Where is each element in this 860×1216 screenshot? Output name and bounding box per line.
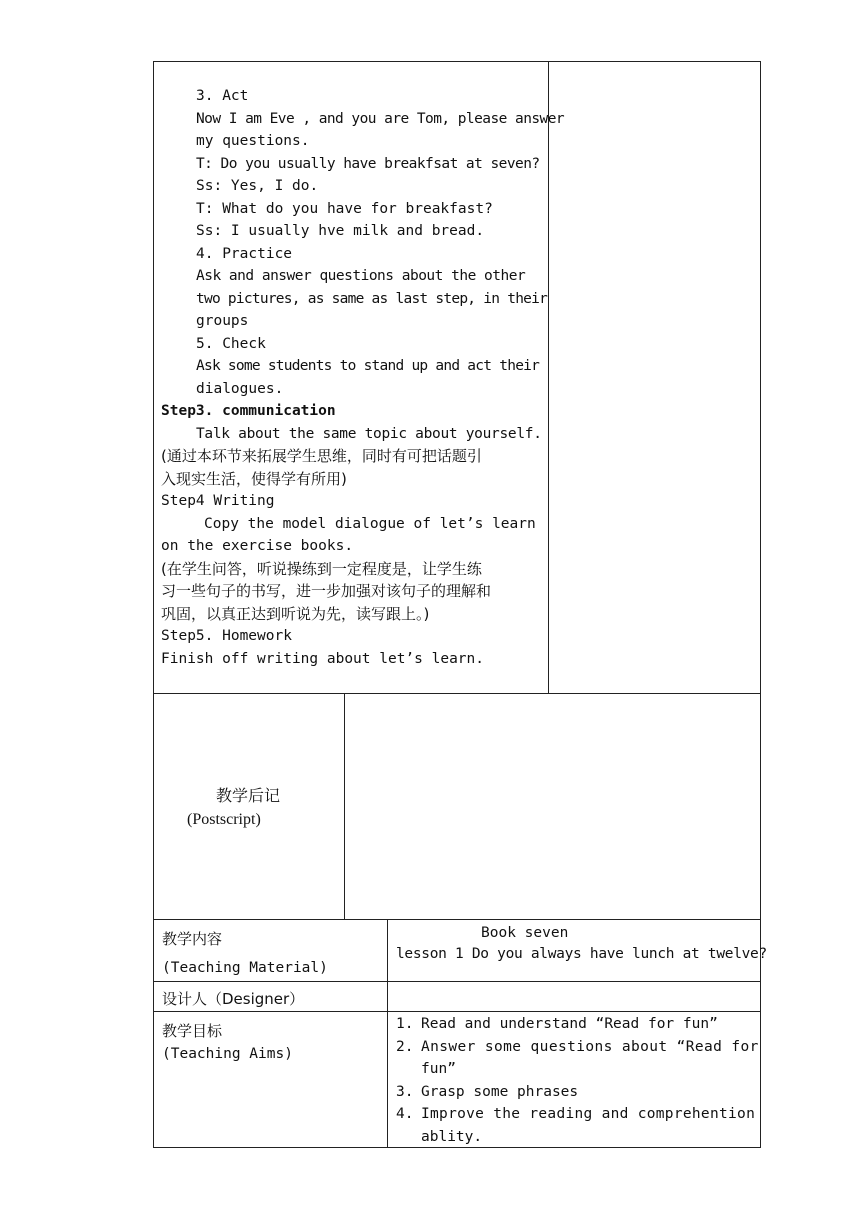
practice-line-3: groups	[196, 313, 249, 329]
aim-4-text-continued: ablity.	[421, 1129, 483, 1145]
step4-note-line-2: 习一些句子的书写，进一步加强对该句子的理解和	[161, 582, 492, 600]
dialogue-line-1: T: Do you usually have breakfsat at seven?	[196, 156, 540, 172]
step4-note-line-1: (在学生问答，听说操练到一定程度是，让学生练	[161, 560, 482, 578]
step3-heading: Step3. communication	[161, 403, 336, 419]
dialogue-line-4: Ss: I usually hve milk and bread.	[196, 223, 485, 239]
lesson-info-row-separator-2	[153, 1011, 761, 1012]
aim-4-number: 4.	[396, 1106, 414, 1122]
act-heading: 3. Act	[196, 88, 249, 104]
practice-line-1: Ask and answer questions about the other	[196, 268, 526, 284]
designer-label: 设计人（Designer）	[162, 990, 305, 1008]
step4-heading: Step4 Writing	[161, 493, 275, 509]
dialogue-line-2: Ss: Yes, I do.	[196, 178, 319, 194]
check-line-1: Ask some students to stand up and act their	[196, 358, 540, 374]
step5-line: Finish off writing about let’s learn.	[161, 651, 485, 667]
step3-note-line-1: (通过本环节来拓展学生思维，同时有可把话题引	[161, 447, 482, 465]
aim-2-number: 2.	[396, 1039, 414, 1055]
check-line-2: dialogues.	[196, 381, 284, 397]
practice-heading: 4. Practice	[196, 246, 293, 262]
dialogue-line-3: T: What do you have for breakfast?	[196, 201, 493, 217]
postscript-label-cn: 教学后记	[216, 786, 281, 805]
aim-3-number: 3.	[396, 1084, 414, 1100]
aim-1-text: Read and understand “Read for fun”	[421, 1016, 718, 1032]
aims-label-cn: 教学目标	[162, 1022, 223, 1040]
step3-line: Talk about the same topic about yourself.	[196, 426, 542, 442]
steps-table-divider	[548, 61, 549, 694]
aim-2-text: Answer some questions about “Read for	[421, 1039, 759, 1055]
check-heading: 5. Check	[196, 336, 266, 352]
aims-label-en: (Teaching Aims)	[162, 1046, 293, 1062]
practice-line-2: two pictures, as same as last step, in their	[196, 291, 548, 307]
step4-line-2: on the exercise books.	[161, 538, 354, 554]
aim-4-text: Improve the reading and comprehention	[421, 1106, 756, 1122]
step3-note-line-2: 入现实生活，使得学有所用)	[161, 470, 347, 488]
act-intro-line-2: my questions.	[196, 133, 310, 149]
aim-1-number: 1.	[396, 1016, 414, 1032]
material-lesson-title: lesson 1 Do you always have lunch at twelve?	[396, 946, 767, 962]
step4-line-1: Copy the model dialogue of let’s learn	[204, 516, 536, 532]
material-label-en: (Teaching Material)	[162, 960, 328, 976]
lesson-info-table-divider	[387, 919, 388, 1148]
step4-note-line-3: 巩固，以真正达到听说为先，读写跟上。)	[161, 605, 430, 623]
step5-heading: Step5. Homework	[161, 628, 292, 644]
act-intro-line-1: Now I am Eve , and you are Tom, please answer	[196, 111, 565, 127]
lesson-info-row-separator-1	[153, 981, 761, 982]
material-book: Book seven	[481, 925, 569, 941]
aim-2-text-continued: fun”	[421, 1061, 456, 1077]
postscript-label-en: (Postscript)	[187, 811, 261, 828]
aim-3-text: Grasp some phrases	[421, 1084, 579, 1100]
material-label-cn: 教学内容	[162, 930, 223, 948]
postscript-table-divider	[344, 693, 345, 920]
